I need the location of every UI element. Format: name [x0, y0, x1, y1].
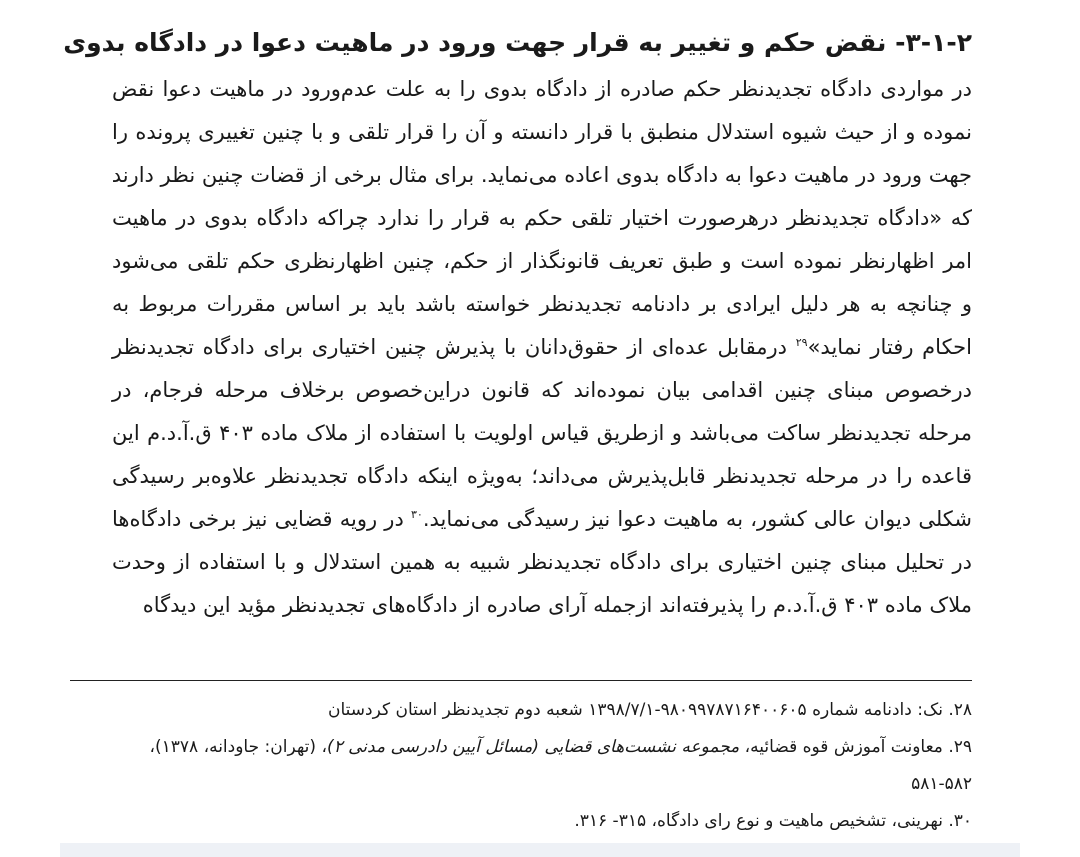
footnotes: [70, 692, 972, 840]
paragraph-segment: درمقابل عده‌ای از حقوق‌دانان با پذیرش چنین اختیاری برای دادگاه تجدیدنظر: [112, 335, 788, 359]
footnote-29: [70, 729, 972, 766]
paragraph-line: جهت ورود در ماهیت دعوا به دادگاه بدوی اعاده می‌نماید. برای مثال برخی از قضات چنین نظر دارند: [111, 163, 972, 187]
footnote-28: ۲۸. نک: دادنامه شماره ۹۸۰۹۹۷۸۷۱۶۴۰۰۶۰۵-۱۳۹۸/۷/۱ شعبه دوم تجدیدنظر استان کردستان: [327, 700, 972, 720]
page-bottom-band: [60, 843, 1020, 857]
paragraph-line-composite: [112, 326, 972, 369]
section-heading: ۳-۱-۲- نقض حکم و تغییر به قرار جهت ورود در ماهیت دعوا در دادگاه بدوی: [63, 28, 972, 57]
footnote-divider: [70, 680, 972, 681]
paragraph-segment: در رویه قضایی نیز برخی دادگاه‌ها: [112, 507, 404, 531]
footnote-30: ۳۰. نهرینی، تشخیص ماهیت و نوع رای دادگاه، ۳۱۵- ۳۱۶.: [574, 811, 972, 831]
footnote-ref-30[interactable]: ۳۰: [410, 508, 423, 521]
footnote-29-book-title: مجموعه نشست‌های قضایی (مسائل آیین دادرسی مدنی ۲): [326, 737, 740, 757]
footnote-ref-29[interactable]: ۲۹: [795, 336, 808, 349]
paragraph-line: در مواردی دادگاه تجدیدنظر حکم صادره از دادگاه بدوی را به علت عدم‌ورود در ماهیت دعوا نقض: [112, 77, 972, 101]
paragraph-line: و چنانچه به هر دلیل ایرادی بر دادنامه تجدیدنظر خواسته باشد باید بر اساس مقررات مربوط به: [112, 292, 972, 316]
paragraph-line: که «دادگاه تجدیدنظر درهرصورت اختیار تلقی حکم به قرار را ندارد چراکه دادگاه بدوی در ماهیت: [112, 206, 972, 230]
paragraph-line: قاعده را در مرحله تجدیدنظر قابل‌پذیرش می‌داند؛ به‌ویژه اینکه دادگاه تجدیدنظر علاوه‌بر رسیدگی: [112, 464, 972, 488]
paragraph-line: امر اظهارنظر نموده است و طبق تعریف قانونگذار از حکم، چنین اظهارنظری حکم تلقی می‌شود: [112, 249, 972, 273]
paragraph-line-composite: [112, 498, 972, 541]
paragraph-line: درخصوص مبنای چنین اقدامی بیان نموده‌اند که قانون دراین‌خصوص برخلاف مرحله فرجام، در: [112, 378, 972, 402]
paragraph-line: مرحله تجدیدنظر ساکت می‌باشد و ازطریق قیاس اولویت با استفاده از ملاک ماده ۴۰۳ ق.آ.د.م این: [112, 421, 972, 445]
footnote-29-suffix: ، (تهران: جاودانه، ۱۳۷۸)،: [149, 737, 327, 757]
footnote-29-prefix: ۲۹. معاونت آموزش قوه قضائیه،: [739, 737, 972, 757]
paragraph-segment: احکام رفتار نماید»: [807, 335, 972, 359]
paragraph-segment: شکلی دیوان عالی کشور، به ماهیت دعوا نیز رسیدگی می‌نماید.: [422, 507, 972, 531]
paragraph-line: در تحلیل مبنای چنین اختیاری برای دادگاه تجدیدنظر شبیه به همین استدلال و با استفاده از وحدت: [112, 550, 972, 574]
paragraph-line: ملاک ماده ۴۰۳ ق.آ.د.م را پذیرفته‌اند ازجمله آرای صادره از دادگاه‌های تجدیدنظر مؤید این دیدگاه: [142, 593, 972, 617]
footnote-29-pages: ۵۸۱-۵۸۲: [911, 774, 972, 794]
body-paragraph: [112, 68, 972, 627]
paragraph-line: نموده و از حیث شیوه استدلال منطبق با قرار دانسته و آن را قرار تلقی و با چنین تغییری پرونده را: [112, 120, 972, 144]
